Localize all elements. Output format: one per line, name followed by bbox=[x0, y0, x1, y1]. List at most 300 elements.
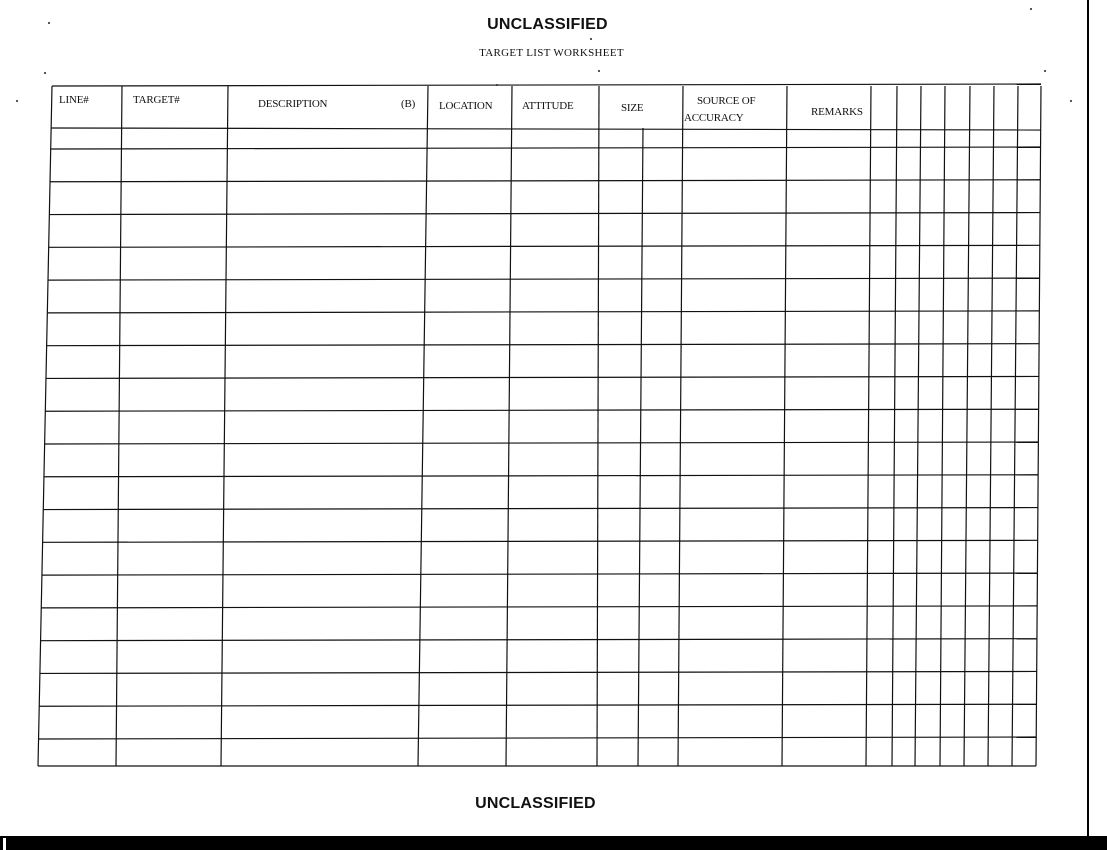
blank-cell bbox=[870, 378, 894, 409]
blank-cell bbox=[421, 608, 506, 639]
blank-cell bbox=[1018, 247, 1039, 278]
blank-cell bbox=[682, 313, 784, 344]
blank-cell bbox=[919, 411, 941, 442]
blank-cell bbox=[118, 706, 221, 737]
blank-cell bbox=[971, 129, 993, 147]
blank-cell bbox=[970, 215, 992, 246]
blank-cell bbox=[896, 346, 918, 377]
blank-cell bbox=[512, 149, 597, 180]
blank-cell bbox=[992, 378, 1014, 409]
blank-cell bbox=[783, 706, 865, 737]
blank-cell bbox=[784, 608, 866, 639]
blank-cell bbox=[226, 411, 423, 442]
blank-cell bbox=[994, 182, 1016, 213]
blank-cell bbox=[990, 608, 1012, 639]
blank-cell bbox=[1016, 444, 1038, 475]
blank-cell bbox=[510, 444, 597, 475]
blank-cell bbox=[43, 575, 117, 606]
table-row bbox=[42, 641, 1036, 672]
table-row bbox=[50, 215, 1039, 246]
blank-cell bbox=[966, 641, 988, 672]
blank-cell bbox=[222, 739, 417, 765]
blank-cell bbox=[966, 673, 988, 704]
blank-cell bbox=[428, 129, 510, 147]
blank-cell bbox=[941, 706, 963, 737]
blank-cell bbox=[121, 346, 225, 377]
blank-cell bbox=[513, 129, 598, 147]
blank-cell bbox=[943, 542, 965, 573]
blank-cell bbox=[917, 608, 940, 639]
blank-cell bbox=[119, 575, 222, 606]
blank-cell bbox=[993, 346, 1015, 377]
blank-cell bbox=[783, 739, 865, 765]
blank-cell bbox=[918, 575, 941, 606]
blank-cell bbox=[943, 510, 965, 541]
blank-cell bbox=[680, 575, 782, 606]
blank-cell bbox=[422, 575, 507, 606]
blank-cell bbox=[599, 444, 679, 475]
blank-cell bbox=[508, 641, 596, 672]
blank-cell bbox=[894, 673, 915, 704]
column-header-remarks: REMARKS bbox=[811, 106, 863, 118]
blank-cell bbox=[869, 444, 893, 475]
blank-cell bbox=[509, 510, 596, 541]
blank-cell bbox=[599, 477, 679, 508]
blank-cell bbox=[942, 673, 964, 704]
blank-cell bbox=[508, 706, 597, 737]
blank-cell bbox=[50, 247, 120, 278]
blank-cell bbox=[786, 411, 868, 442]
blank-cell bbox=[122, 182, 226, 213]
blank-cell bbox=[600, 182, 682, 213]
blank-cell bbox=[784, 575, 866, 606]
blank-cell bbox=[118, 673, 221, 704]
blank-cell bbox=[920, 313, 942, 344]
scan-speck bbox=[44, 72, 46, 74]
blank-cell bbox=[42, 608, 116, 639]
row-divider bbox=[39, 704, 1036, 706]
row-divider bbox=[45, 409, 1038, 411]
blank-cell bbox=[921, 247, 943, 278]
column-header-description: DESCRIPTION bbox=[258, 98, 328, 110]
blank-cell bbox=[968, 378, 990, 409]
blank-cell bbox=[598, 706, 677, 737]
worksheet-title: TARGET LIST WORKSHEET bbox=[479, 47, 624, 59]
blank-cell bbox=[945, 280, 968, 311]
blank-cell bbox=[991, 575, 1013, 606]
blank-cell bbox=[52, 129, 120, 147]
blank-cell bbox=[119, 510, 222, 541]
blank-cell bbox=[897, 280, 919, 311]
blank-cell bbox=[919, 378, 941, 409]
table-row bbox=[45, 477, 1037, 508]
blank-cell bbox=[118, 641, 221, 672]
blank-cell bbox=[599, 280, 680, 311]
blank-cell bbox=[49, 280, 119, 311]
blank-cell bbox=[1013, 739, 1035, 765]
blank-cell bbox=[784, 641, 866, 672]
blank-cell bbox=[944, 313, 967, 344]
blank-cell bbox=[991, 510, 1013, 541]
blank-cell bbox=[225, 477, 421, 508]
blank-cell bbox=[895, 510, 916, 541]
blank-cell bbox=[942, 575, 964, 606]
row-divider bbox=[49, 213, 1040, 215]
blank-cell bbox=[511, 346, 598, 377]
blank-cell bbox=[1014, 641, 1036, 672]
blank-cell bbox=[1018, 149, 1039, 180]
blank-cell bbox=[1018, 215, 1039, 246]
blank-cell bbox=[44, 542, 117, 573]
blank-cell bbox=[681, 510, 783, 541]
blank-cell bbox=[895, 444, 916, 475]
blank-cell bbox=[508, 673, 596, 704]
blank-cell bbox=[120, 378, 224, 409]
blank-cell bbox=[894, 608, 915, 639]
blank-cell bbox=[122, 215, 226, 246]
table-row bbox=[41, 673, 1036, 704]
blank-cell bbox=[942, 608, 964, 639]
blank-cell bbox=[1017, 280, 1038, 311]
blank-cell bbox=[919, 477, 942, 508]
row-divider bbox=[41, 606, 1037, 608]
blank-cell bbox=[894, 641, 915, 672]
blank-cell bbox=[894, 575, 915, 606]
blank-cell bbox=[599, 411, 680, 442]
blank-cell bbox=[897, 215, 919, 246]
blank-cell bbox=[896, 378, 918, 409]
blank-cell bbox=[509, 575, 597, 606]
blank-cell bbox=[893, 706, 914, 737]
blank-cell bbox=[787, 247, 869, 278]
blank-cell bbox=[680, 673, 782, 704]
blank-cell bbox=[871, 247, 895, 278]
blank-cell bbox=[896, 313, 918, 344]
table-row bbox=[46, 444, 1038, 475]
blank-cell bbox=[600, 129, 682, 147]
blank-cell bbox=[228, 149, 426, 180]
blank-cell bbox=[917, 641, 940, 672]
blank-cell bbox=[1019, 129, 1040, 147]
blank-cell bbox=[118, 608, 221, 639]
blank-cell bbox=[871, 182, 895, 213]
blank-cell bbox=[122, 247, 226, 278]
blank-cell bbox=[1016, 477, 1038, 508]
blank-cell bbox=[40, 706, 115, 737]
blank-cell bbox=[920, 280, 942, 311]
blank-cell bbox=[1018, 182, 1039, 213]
blank-cell bbox=[967, 510, 989, 541]
blank-cell bbox=[872, 149, 896, 180]
blank-cell bbox=[1014, 608, 1036, 639]
blank-cell bbox=[599, 510, 679, 541]
blank-cell bbox=[868, 641, 892, 672]
blank-cell bbox=[785, 510, 867, 541]
blank-cell bbox=[683, 280, 785, 311]
blank-cell bbox=[42, 641, 117, 672]
blank-cell bbox=[1014, 706, 1036, 737]
column-header-line: LINE# bbox=[59, 94, 89, 106]
blank-cell bbox=[48, 346, 119, 377]
row-divider bbox=[42, 573, 1037, 575]
scan-speck bbox=[590, 38, 592, 40]
blank-cell bbox=[119, 542, 222, 573]
table-row bbox=[47, 378, 1038, 409]
blank-cell bbox=[682, 346, 784, 377]
blank-cell bbox=[598, 673, 677, 704]
blank-cell bbox=[420, 706, 506, 737]
blank-cell bbox=[683, 247, 785, 278]
row-divider bbox=[47, 311, 1039, 313]
blank-cell bbox=[679, 706, 781, 737]
row-divider bbox=[49, 245, 1040, 247]
row-divider bbox=[50, 180, 1040, 182]
blank-cell bbox=[788, 149, 870, 180]
blank-cell bbox=[423, 477, 507, 508]
blank-cell bbox=[600, 215, 681, 246]
blank-cell bbox=[41, 673, 116, 704]
blank-cell bbox=[120, 444, 223, 475]
blank-cell bbox=[970, 149, 992, 180]
blank-cell bbox=[786, 378, 868, 409]
blank-cell bbox=[966, 706, 988, 737]
blank-cell bbox=[226, 378, 423, 409]
row-divider bbox=[45, 442, 1039, 444]
blank-cell bbox=[921, 149, 943, 180]
blank-cell bbox=[869, 542, 893, 573]
blank-cell bbox=[45, 477, 118, 508]
table-row bbox=[50, 247, 1039, 278]
blank-cell bbox=[1016, 378, 1037, 409]
blank-cell bbox=[507, 739, 596, 765]
blank-cell bbox=[46, 411, 118, 442]
blank-cell bbox=[944, 411, 967, 442]
blank-cell bbox=[44, 510, 117, 541]
scan-speck bbox=[598, 70, 600, 72]
blank-cell bbox=[683, 182, 785, 213]
blank-cell bbox=[1015, 542, 1037, 573]
blank-cell bbox=[123, 129, 227, 147]
blank-cell bbox=[968, 444, 990, 475]
blank-cell bbox=[511, 280, 597, 311]
blank-cell bbox=[682, 411, 784, 442]
blank-cell bbox=[1016, 411, 1037, 442]
blank-cell bbox=[121, 280, 225, 311]
row-divider bbox=[47, 344, 1039, 346]
scan-speck bbox=[16, 100, 18, 102]
blank-cell bbox=[598, 739, 677, 765]
blank-cell bbox=[944, 378, 967, 409]
blank-cell bbox=[970, 247, 992, 278]
scan-speck bbox=[1030, 8, 1032, 10]
blank-cell bbox=[598, 641, 678, 672]
blank-cell bbox=[227, 247, 424, 278]
blank-cell bbox=[224, 575, 420, 606]
blank-cell bbox=[785, 542, 867, 573]
blank-cell bbox=[916, 739, 939, 765]
row-divider bbox=[39, 737, 1037, 739]
blank-cell bbox=[994, 247, 1016, 278]
blank-cell bbox=[228, 182, 426, 213]
page-edge bbox=[1087, 0, 1089, 836]
blank-cell bbox=[968, 477, 990, 508]
top-classification-marking: UNCLASSIFIED bbox=[487, 16, 608, 33]
blank-cell bbox=[426, 280, 509, 311]
blank-cell bbox=[1015, 510, 1037, 541]
blank-cell bbox=[223, 641, 419, 672]
blank-cell bbox=[48, 313, 119, 344]
blank-cell bbox=[224, 542, 420, 573]
blank-cell bbox=[870, 411, 894, 442]
row-divider bbox=[41, 639, 1037, 641]
blank-cell bbox=[510, 378, 597, 409]
blank-cell bbox=[990, 706, 1012, 737]
blank-cell bbox=[788, 129, 870, 147]
blank-cell bbox=[994, 149, 1016, 180]
scan-speck bbox=[496, 84, 498, 86]
blank-cell bbox=[681, 444, 783, 475]
scan-speck bbox=[48, 22, 50, 24]
blank-cell bbox=[990, 641, 1012, 672]
blank-cell bbox=[921, 215, 943, 246]
blank-cell bbox=[684, 129, 786, 147]
blank-cell bbox=[870, 313, 894, 344]
blank-cell bbox=[943, 477, 965, 508]
row-divider bbox=[46, 376, 1039, 378]
blank-cell bbox=[945, 182, 968, 213]
blank-cell bbox=[227, 313, 424, 344]
blank-cell bbox=[968, 411, 990, 442]
table-row bbox=[43, 575, 1036, 606]
table-row bbox=[51, 182, 1039, 213]
blank-cell bbox=[993, 280, 1015, 311]
blank-cell bbox=[679, 739, 781, 765]
blank-cell bbox=[684, 149, 786, 180]
blank-cell bbox=[787, 215, 869, 246]
blank-cell bbox=[600, 149, 682, 180]
table-top-border bbox=[52, 84, 1041, 86]
blank-cell bbox=[50, 215, 120, 246]
row-divider bbox=[40, 671, 1037, 673]
blank-cell bbox=[225, 510, 421, 541]
blank-cell bbox=[427, 215, 510, 246]
blank-cell bbox=[681, 542, 783, 573]
blank-cell bbox=[897, 247, 919, 278]
blank-cell bbox=[599, 346, 680, 377]
blank-cell bbox=[941, 739, 963, 765]
blank-cell bbox=[419, 739, 505, 765]
blank-cell bbox=[992, 477, 1014, 508]
blank-cell bbox=[46, 444, 118, 475]
table-row bbox=[48, 346, 1038, 377]
blank-cell bbox=[510, 477, 597, 508]
blank-cell bbox=[120, 477, 223, 508]
column-header-size: SIZE bbox=[621, 102, 644, 114]
table-row bbox=[46, 411, 1037, 442]
blank-cell bbox=[420, 673, 505, 704]
blank-cell bbox=[922, 129, 944, 147]
blank-cell bbox=[599, 313, 680, 344]
blank-cell bbox=[970, 182, 992, 213]
blank-cell bbox=[682, 378, 784, 409]
blank-cell bbox=[969, 313, 991, 344]
blank-cell bbox=[683, 215, 785, 246]
blank-cell bbox=[993, 313, 1015, 344]
blank-cell bbox=[1017, 346, 1038, 377]
blank-cell bbox=[1017, 313, 1038, 344]
blank-cell bbox=[946, 149, 969, 180]
table-row bbox=[42, 608, 1036, 639]
blank-cell bbox=[784, 673, 866, 704]
row-divider bbox=[48, 278, 1040, 280]
table-row bbox=[40, 739, 1036, 765]
blank-cell bbox=[424, 444, 508, 475]
blank-cell bbox=[787, 280, 869, 311]
blank-cell bbox=[867, 706, 891, 737]
row-divider bbox=[51, 147, 1041, 149]
blank-cell bbox=[945, 215, 968, 246]
blank-cell bbox=[896, 411, 918, 442]
blank-cell bbox=[989, 739, 1011, 765]
blank-cell bbox=[121, 313, 225, 344]
blank-cell bbox=[512, 247, 598, 278]
blank-cell bbox=[47, 378, 118, 409]
blank-cell bbox=[994, 215, 1016, 246]
blank-cell bbox=[869, 477, 893, 508]
blank-cell bbox=[946, 129, 969, 147]
blank-cell bbox=[510, 411, 597, 442]
blank-cell bbox=[224, 608, 420, 639]
blank-cell bbox=[423, 510, 507, 541]
column-header-source-line1: SOURCE OF bbox=[697, 95, 756, 107]
blank-cell bbox=[117, 739, 220, 765]
blank-cell bbox=[868, 575, 892, 606]
blank-cell bbox=[508, 608, 596, 639]
blank-cell bbox=[867, 739, 891, 765]
blank-cell bbox=[680, 608, 782, 639]
row-divider bbox=[44, 475, 1038, 477]
blank-cell bbox=[120, 411, 224, 442]
blank-cell bbox=[599, 575, 679, 606]
blank-cell bbox=[871, 280, 895, 311]
blank-cell bbox=[898, 149, 920, 180]
blank-cell bbox=[786, 346, 868, 377]
blank-cell bbox=[918, 510, 941, 541]
blank-cell bbox=[599, 378, 680, 409]
blank-cell bbox=[1015, 575, 1037, 606]
blank-cell bbox=[428, 149, 510, 180]
blank-cell bbox=[895, 477, 916, 508]
blank-cell bbox=[871, 215, 895, 246]
blank-cell bbox=[992, 411, 1014, 442]
column-header-target: TARGET# bbox=[133, 94, 180, 106]
blank-cell bbox=[51, 182, 120, 213]
blank-cell bbox=[598, 608, 678, 639]
blank-cell bbox=[424, 411, 508, 442]
blank-cell bbox=[868, 673, 892, 704]
blank-cell bbox=[785, 444, 867, 475]
blank-cell bbox=[942, 641, 964, 672]
blank-cell bbox=[918, 542, 941, 573]
blank-cell bbox=[992, 444, 1014, 475]
blank-cell bbox=[868, 608, 892, 639]
blank-cell bbox=[512, 215, 598, 246]
blank-cell bbox=[681, 477, 783, 508]
column-header-attitude: ATTITUDE bbox=[522, 100, 574, 112]
blank-cell bbox=[920, 346, 942, 377]
scan-speck bbox=[1070, 100, 1072, 102]
blank-cell bbox=[897, 182, 919, 213]
